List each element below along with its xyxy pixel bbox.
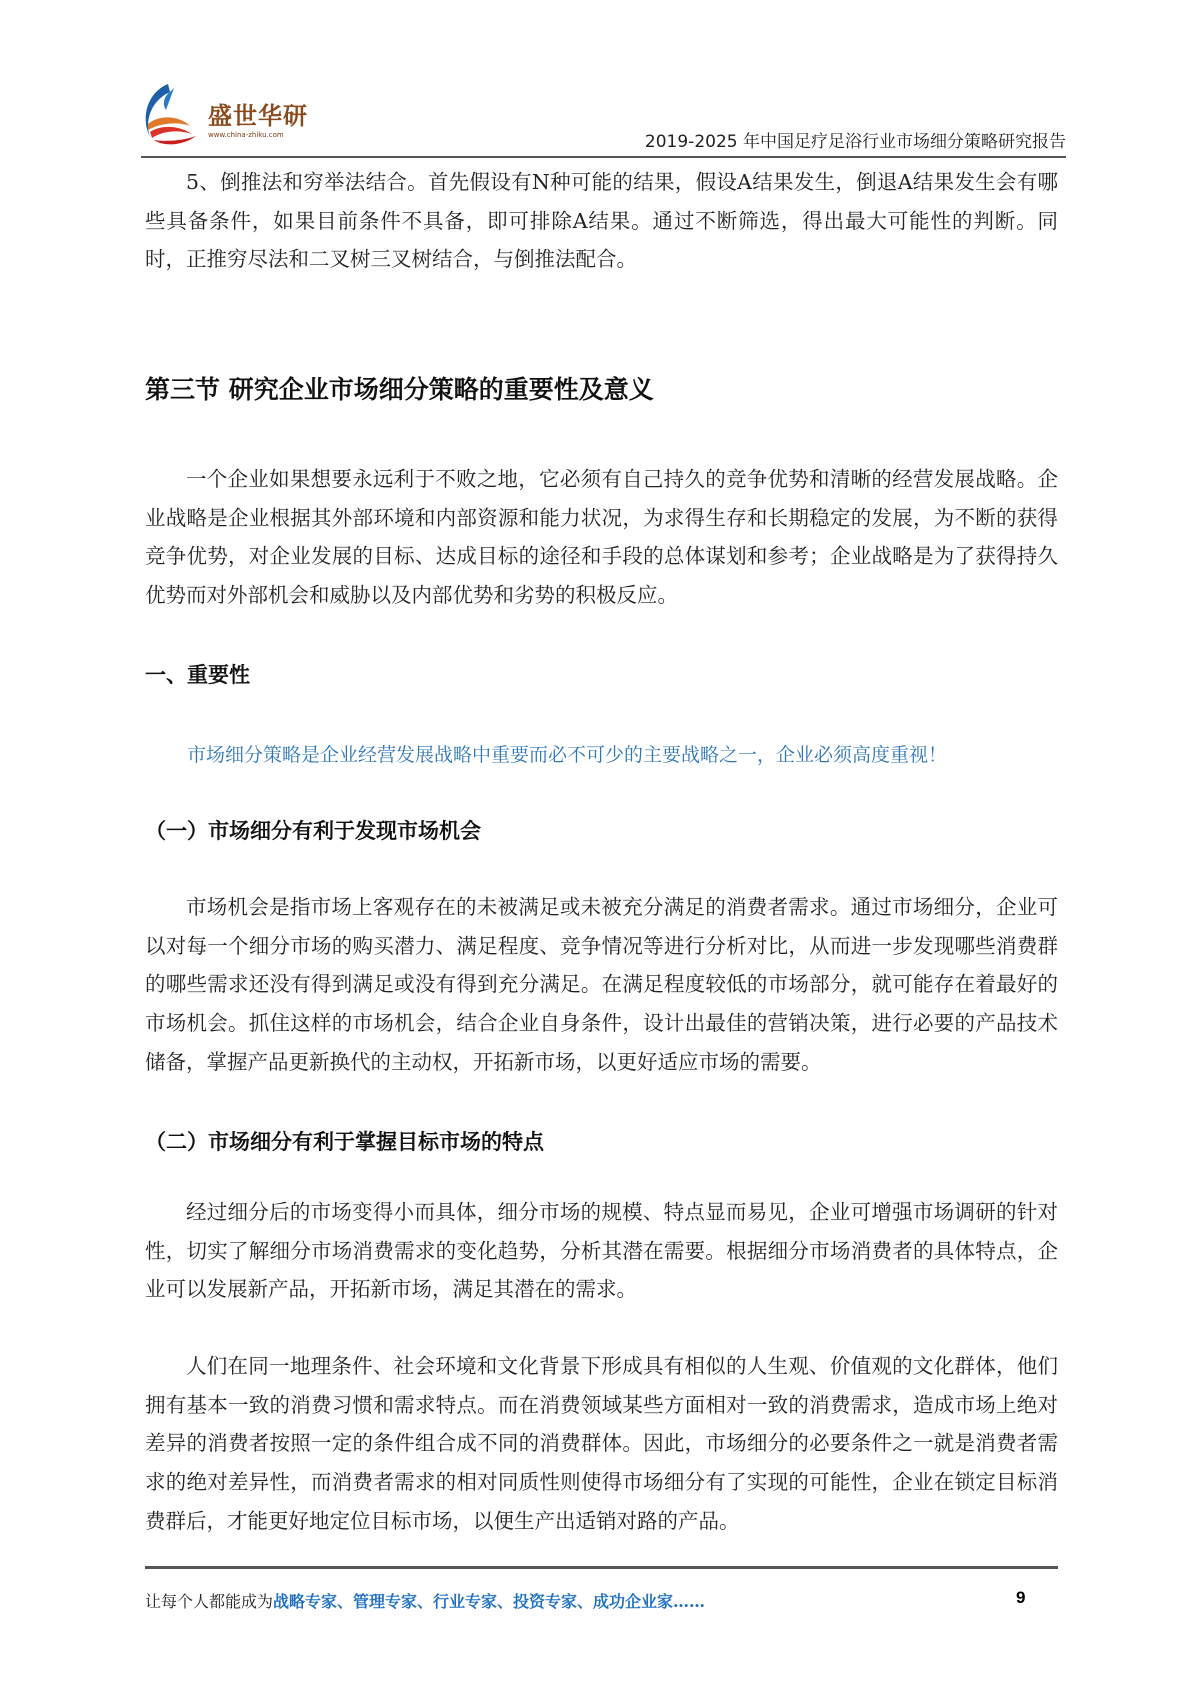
logo-url: www.china-zhiku.com (208, 131, 284, 139)
highlight-statement: 市场细分策略是企业经营发展战略中重要而必不可少的主要战略之一，企业必须高度重视！ (187, 744, 948, 766)
paragraph-method: 5、倒推法和穷举法结合。首先假设有N种可能的结果，假设A结果发生，倒退A结果发生会有哪些具备条件，如果目前条件不具备，即可排除A结果。通过不断筛选，得出最大可能性的判断。同时，正推穷尽法和二叉树三叉树结合，与倒推法配合。 (145, 170, 1058, 272)
footer-divider (145, 1566, 1058, 1569)
header-divider (141, 156, 1066, 158)
subheading-importance: 一、重要性 (145, 663, 250, 687)
logo-name: 盛世华研 (208, 102, 308, 130)
paragraph-opportunity: 市场机会是指市场上客观存在的未被满足或未被充分满足的消费者需求。通过市场细分，企业可以对每一个细分市场的购买潜力、满足程度、竞争情况等进行分析对比，从而进一步发现哪些消费群的哪些需求还没有得到满足或没有得到充分满足。在满足程度较低的市场部分，就可能存在着最好的市场机会。抓住这样的市场机会，结合企业自身条件，设计出最佳的营销决策，进行必要的产品技术储备，掌握产品更新换代的主动权，开拓新市场，以更好适应市场的需要。 (145, 895, 1058, 1074)
paragraph-strategy: 一个企业如果想要永远利于不败之地，它必须有自己持久的竞争优势和清晰的经营发展战略。企业战略是企业根据其外部环境和内部资源和能力状况，为求得生存和长期稳定的发展，为不断的获得竞争优势，对企业发展的目标、达成目标的途径和手段的总体谋划和参考；企业战略是为了获得持久优势而对外部机会和威胁以及内部优势和劣势的积极反应。 (145, 467, 1058, 608)
subheading-target-market: （二）市场细分有利于掌握目标市场的特点 (145, 1130, 544, 1154)
footer-emphasis: 战略专家、管理专家、行业专家、投资专家、成功企业家…… (273, 1592, 706, 1611)
subheading-opportunity: （一）市场细分有利于发现市场机会 (145, 819, 481, 843)
section-heading: 第三节 研究企业市场细分策略的重要性及意义 (145, 375, 654, 404)
page-number: 9 (1016, 1588, 1026, 1607)
paragraph-consumer-groups: 人们在同一地理条件、社会环境和文化背景下形成具有相似的人生观、价值观的文化群体，他们拥有基本一致的消费习惯和需求特点。而在消费领域某些方面相对一致的消费需求，造成市场上绝对差异的消费者按照一定的条件组合成不同的消费群体。因此，市场细分的必要条件之一就是消费者需求的绝对差异性，而消费者需求的相对同质性则使得市场细分有了实现的可能性，企业在锁定目标消费群后，才能更好地定位目标市场，以便生产出适销对路的产品。 (145, 1354, 1058, 1533)
report-title: 2019-2025 年中国足疗足浴行业市场细分策略研究报告 (644, 132, 1066, 152)
footer-slogan (145, 1589, 705, 1612)
paragraph-target-market: 经过细分后的市场变得小而具体，细分市场的规模、特点显而易见，企业可增强市场调研的针对性，切实了解细分市场消费需求的变化趋势，分析其潜在需要。根据细分市场消费者的具体特点，企业可以发展新产品，开拓新市场，满足其潜在的需求。 (145, 1200, 1058, 1302)
footer-prefix: 让每个人都能成为 (145, 1592, 274, 1611)
